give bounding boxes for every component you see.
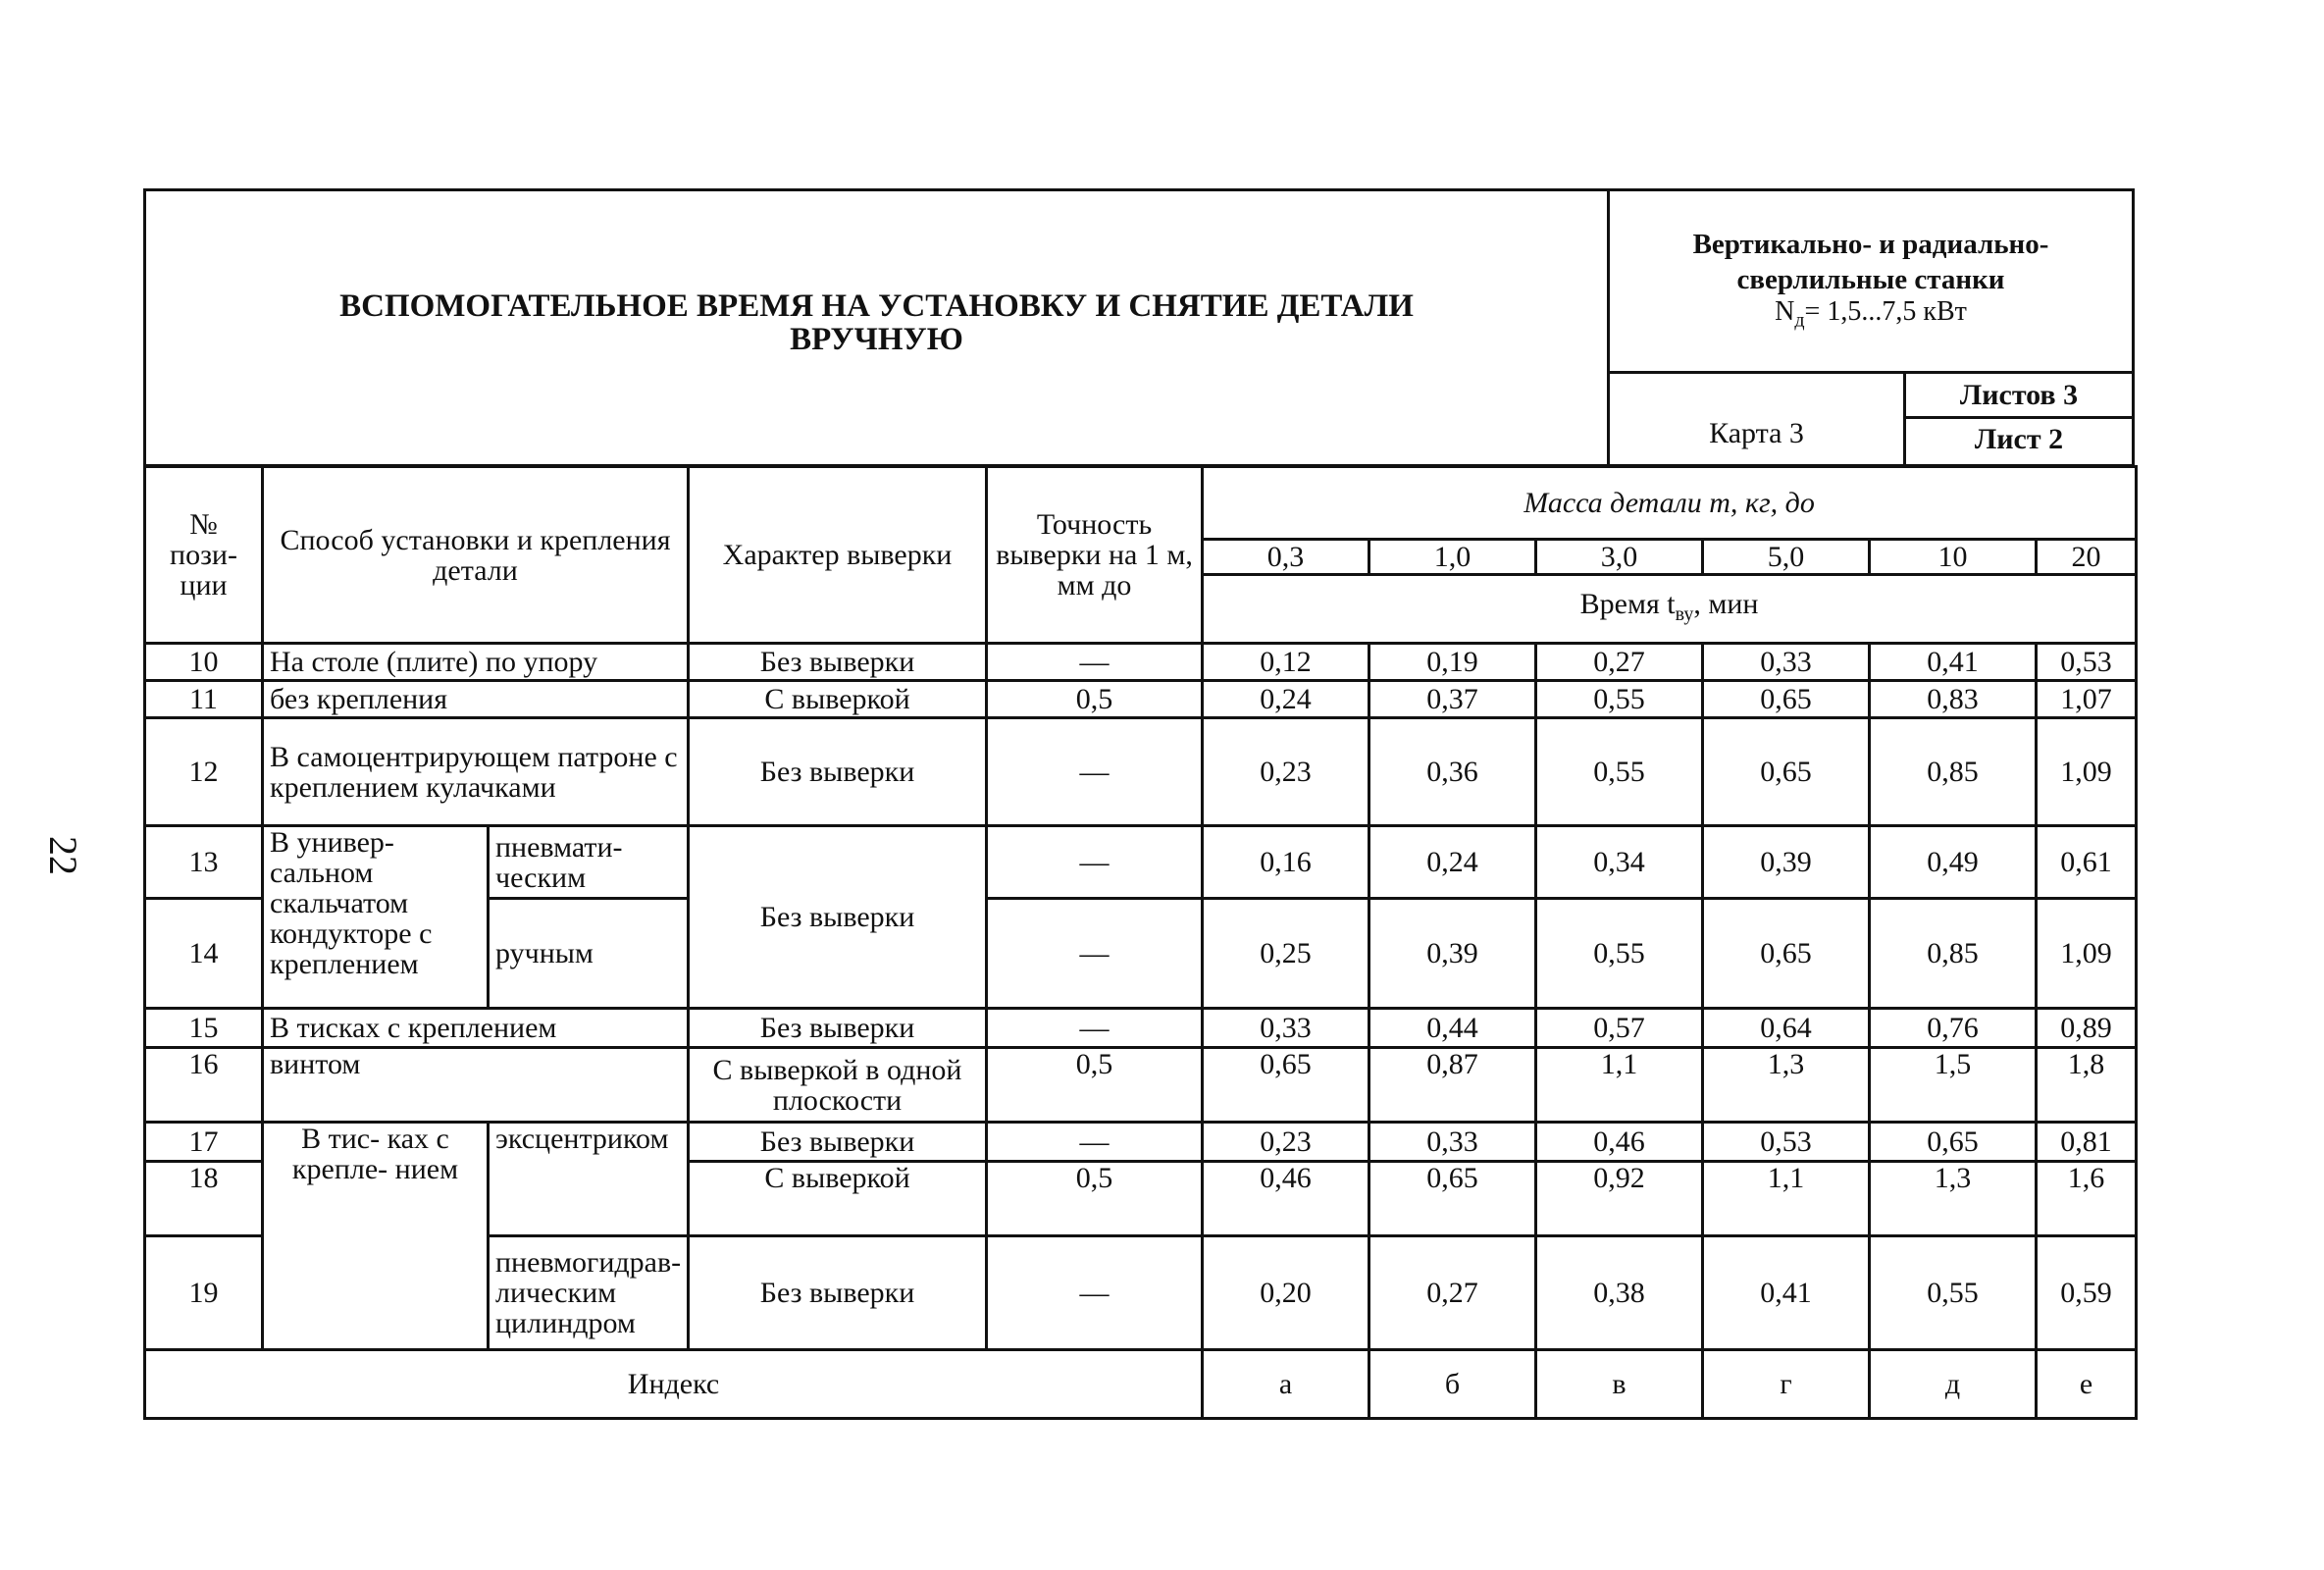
row-method: В тис- ках с крепле- нием	[263, 1123, 489, 1350]
row-alignment: Без выверки	[689, 718, 987, 826]
time-value: 0,46	[1203, 1162, 1369, 1236]
time-value: 1,09	[2037, 899, 2137, 1009]
row-submethod: эксцентриком	[489, 1123, 689, 1236]
time-value: 0,65	[1703, 718, 1870, 826]
time-value: 0,85	[1870, 718, 2037, 826]
power-value: = 1,5...7,5 кВт	[1804, 296, 1967, 327]
table-row	[145, 1009, 2137, 1048]
time-value: 0,65	[1870, 1123, 2037, 1162]
card-number: Карта 3	[1610, 374, 1906, 464]
time-value: 1,09	[2037, 718, 2137, 826]
time-value: 0,25	[1203, 899, 1369, 1009]
time-value: 0,36	[1369, 718, 1536, 826]
page-number: 22	[41, 836, 85, 875]
power-range	[1610, 297, 2132, 336]
row-alignment: С выверкой в одной плоскости	[689, 1048, 987, 1123]
row-position: 15	[145, 1009, 263, 1048]
row-accuracy: 0,5	[987, 1048, 1203, 1123]
time-value: 0,55	[1536, 681, 1703, 718]
time-value: 1,1	[1703, 1162, 1870, 1236]
row-accuracy: 0,5	[987, 1162, 1203, 1236]
mass-variable: m	[1709, 487, 1730, 519]
col-header-time	[1203, 575, 2137, 644]
time-value: 0,39	[1369, 899, 1536, 1009]
power-subscript: д	[1794, 309, 1805, 332]
row-method: В универ- сальном скальчатом кондукторе с креплением	[263, 826, 489, 1009]
table-row	[145, 681, 2137, 718]
time-value: 0,41	[1870, 644, 2037, 681]
row-method: винтом	[263, 1048, 689, 1123]
index-letter: д	[1870, 1350, 2037, 1419]
time-value: 0,61	[2037, 826, 2137, 899]
power-symbol: N	[1775, 296, 1795, 327]
index-letter: в	[1536, 1350, 1703, 1419]
row-accuracy: 0,5	[987, 681, 1203, 718]
time-value: 1,07	[2037, 681, 2137, 718]
index-label: Индекс	[145, 1350, 1203, 1419]
title-line-2: ВРУЧНУЮ	[790, 322, 963, 357]
row-position: 10	[145, 644, 263, 681]
row-accuracy: —	[987, 718, 1203, 826]
time-value: 0,27	[1369, 1236, 1536, 1350]
time-value: 0,33	[1369, 1123, 1536, 1162]
time-value: 1,6	[2037, 1162, 2137, 1236]
sheet-number: Лист 2	[1974, 423, 2064, 455]
row-submethod: ручным	[489, 899, 689, 1009]
col-header-alignment: Характер выверки	[689, 467, 987, 644]
time-value: 0,12	[1203, 644, 1369, 681]
row-submethod: пневмогидрав- лическим цилиндром	[489, 1236, 689, 1350]
row-alignment: Без выверки	[689, 1123, 987, 1162]
mass-value: 0,3	[1203, 540, 1369, 575]
table-row	[145, 718, 2137, 826]
time-value: 0,55	[1536, 718, 1703, 826]
time-value: 0,53	[2037, 644, 2137, 681]
time-value: 0,24	[1203, 681, 1369, 718]
time-value: 1,8	[2037, 1048, 2137, 1123]
time-value: 0,23	[1203, 718, 1369, 826]
mass-value: 3,0	[1536, 540, 1703, 575]
row-method: На столе (плите) по упору	[263, 644, 689, 681]
row-position: 12	[145, 718, 263, 826]
time-value: 0,44	[1369, 1009, 1536, 1048]
row-alignment: Без выверки	[689, 644, 987, 681]
time-value: 0,39	[1703, 826, 1870, 899]
row-position: 14	[145, 899, 263, 1009]
time-value: 0,64	[1703, 1009, 1870, 1048]
mass-value: 5,0	[1703, 540, 1870, 575]
machine-line-1: Вертикально- и радиально-	[1692, 229, 2049, 260]
time-value: 0,49	[1870, 826, 2037, 899]
index-letter: б	[1369, 1350, 1536, 1419]
time-value: 0,65	[1369, 1162, 1536, 1236]
time-value: 0,85	[1870, 899, 2037, 1009]
time-value: 0,65	[1703, 681, 1870, 718]
time-value: 1,3	[1703, 1048, 1870, 1123]
row-alignment: Без выверки	[689, 1009, 987, 1048]
time-value: 0,37	[1369, 681, 1536, 718]
index-row	[145, 1350, 2137, 1419]
time-value: 0,53	[1703, 1123, 1870, 1162]
time-subscript: ву	[1675, 602, 1694, 625]
header-row-1	[145, 467, 2137, 540]
time-value: 0,76	[1870, 1009, 2037, 1048]
row-position: 11	[145, 681, 263, 718]
time-value: 0,27	[1536, 644, 1703, 681]
sheets-total: Листов 3	[1906, 374, 2132, 419]
time-value: 0,59	[2037, 1236, 2137, 1350]
time-value: 0,55	[1870, 1236, 2037, 1350]
row-position: 13	[145, 826, 263, 899]
time-value: 1,3	[1870, 1162, 2037, 1236]
row-accuracy: —	[987, 899, 1203, 1009]
table-row	[145, 1123, 2137, 1162]
row-accuracy: —	[987, 1009, 1203, 1048]
time-value: 0,24	[1369, 826, 1536, 899]
row-method: В самоцентрирующем патроне с креплением кулачками	[263, 718, 689, 826]
mass-value: 10	[1870, 540, 2037, 575]
time-value: 0,83	[1870, 681, 2037, 718]
row-accuracy: —	[987, 1236, 1203, 1350]
index-letter: г	[1703, 1350, 1870, 1419]
time-value: 0,81	[2037, 1123, 2137, 1162]
time-unit: , мин	[1693, 587, 1759, 620]
time-value: 0,33	[1203, 1009, 1369, 1048]
row-method: без крепления	[263, 681, 689, 718]
row-position: 17	[145, 1123, 263, 1162]
mass-value: 20	[2037, 540, 2137, 575]
time-value: 0,38	[1536, 1236, 1703, 1350]
time-value: 0,89	[2037, 1009, 2137, 1048]
header-right-block	[1610, 191, 2132, 464]
table-row	[145, 644, 2137, 681]
time-value: 0,65	[1203, 1048, 1369, 1123]
title-line-1: ВСПОМОГАТЕЛЬНОЕ ВРЕМЯ НА УСТАНОВКУ И СНЯТИЕ ДЕТАЛИ	[339, 288, 1414, 324]
time-value: 0,41	[1703, 1236, 1870, 1350]
row-position: 19	[145, 1236, 263, 1350]
time-value: 0,87	[1369, 1048, 1536, 1123]
row-accuracy: —	[987, 826, 1203, 899]
mass-unit: , кг, до	[1730, 487, 1815, 519]
machine-line-2: сверлильные станки	[1736, 264, 2005, 295]
time-value: 0,33	[1703, 644, 1870, 681]
index-letter: е	[2037, 1350, 2137, 1419]
time-value: 1,5	[1870, 1048, 2037, 1123]
time-value: 0,57	[1536, 1009, 1703, 1048]
time-norms-table	[143, 465, 2138, 1420]
document-title	[146, 191, 1610, 464]
mass-value: 1,0	[1369, 540, 1536, 575]
row-accuracy: —	[987, 644, 1203, 681]
row-alignment: С выверкой	[689, 1162, 987, 1236]
col-header-accuracy: Точность выверки на 1 м, мм до	[987, 467, 1203, 644]
time-value: 0,92	[1536, 1162, 1703, 1236]
col-header-mass	[1203, 467, 2137, 540]
index-letter: а	[1203, 1350, 1369, 1419]
mass-label: Масса детали	[1524, 487, 1702, 519]
row-position: 16	[145, 1048, 263, 1123]
machine-type	[1610, 191, 2132, 374]
time-label: Время t	[1579, 587, 1676, 620]
col-header-position: № пози- ции	[145, 467, 263, 644]
row-alignment: С выверкой	[689, 681, 987, 718]
time-value: 0,23	[1203, 1123, 1369, 1162]
col-header-method: Способ установки и крепления детали	[263, 467, 689, 644]
row-accuracy: —	[987, 1123, 1203, 1162]
row-alignment: Без выверки	[689, 1236, 987, 1350]
time-value: 0,55	[1536, 899, 1703, 1009]
row-method: В тисках с креплением	[263, 1009, 689, 1048]
row-position: 18	[145, 1162, 263, 1236]
time-value: 0,34	[1536, 826, 1703, 899]
time-value: 0,65	[1703, 899, 1870, 1009]
row-alignment: Без выверки	[689, 826, 987, 1009]
table-row	[145, 826, 2137, 899]
time-value: 0,19	[1369, 644, 1536, 681]
time-value: 1,1	[1536, 1048, 1703, 1123]
time-value: 0,16	[1203, 826, 1369, 899]
time-value: 0,20	[1203, 1236, 1369, 1350]
table-row	[145, 1048, 2137, 1123]
card-header	[143, 188, 2135, 467]
row-submethod: пневмати- ческим	[489, 826, 689, 899]
time-value: 0,46	[1536, 1123, 1703, 1162]
